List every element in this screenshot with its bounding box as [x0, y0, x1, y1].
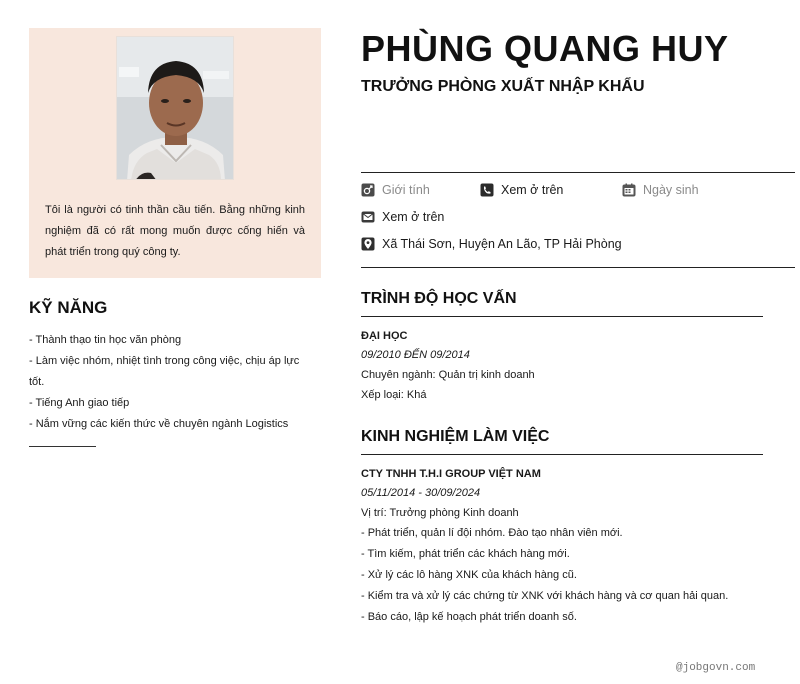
address-field [361, 237, 622, 251]
birthday-label: Ngày sinh [643, 183, 699, 197]
address-value: Xã Thái Sơn, Huyện An Lão, TP Hải Phòng [382, 237, 622, 251]
duty-item: - Phát triển, quản lí đội nhóm. Đào tạo nhân viên mới. [361, 527, 623, 539]
email-field [361, 210, 444, 224]
education-entry [361, 327, 781, 405]
profile-photo [116, 36, 234, 180]
skills-list [29, 330, 314, 435]
location-icon [361, 237, 375, 251]
duty-item: - Xử lý các lô hàng XNK của khách hàng cũ. [361, 569, 577, 581]
skill-item: - Thành thạo tin học văn phòng [29, 334, 182, 346]
phone-value: Xem ở trên [501, 183, 564, 197]
birthday-icon [622, 183, 636, 197]
experience-position: Vị trí: Trưởng phòng Kinh doanh [361, 507, 519, 519]
contact-bottom-divider [361, 267, 795, 268]
skill-item: - Nắm vững các kiến thức về chuyên ngành Logistics [29, 418, 289, 430]
education-heading: TRÌNH ĐỘ HỌC VẤN [361, 290, 517, 307]
education-divider [361, 316, 763, 317]
email-icon [361, 210, 375, 224]
experience-heading: KINH NGHIỆM LÀM VIỆC [361, 428, 550, 445]
duty-item: - Kiểm tra và xử lý các chứng từ XNK với khách hàng và cơ quan hải quan. [361, 590, 729, 602]
experience-period: 05/11/2014 - 30/09/2024 [361, 487, 481, 499]
experience-duties [361, 523, 781, 628]
email-value: Xem ở trên [382, 210, 445, 224]
contact-top-divider [361, 172, 795, 173]
phone-icon [480, 183, 494, 197]
education-period: 09/2010 ĐẾN 09/2014 [361, 349, 470, 361]
skill-item: - Làm việc nhóm, nhiệt tình trong công việc, chịu áp lực tốt. [29, 355, 300, 388]
experience-divider [361, 454, 763, 455]
gender-label: Giới tính [382, 183, 430, 197]
phone-field [480, 183, 563, 197]
duty-item: - Tìm kiếm, phát triển các khách hàng mới. [361, 548, 570, 560]
education-school: ĐẠI HỌC [361, 330, 408, 342]
gender-field [361, 183, 430, 197]
job-title: TRƯỞNG PHÒNG XUẤT NHẬP KHẨU [361, 78, 645, 95]
profile-card [29, 28, 321, 278]
birthday-field [622, 183, 699, 197]
skills-heading: KỸ NĂNG [29, 298, 108, 317]
skill-item: - Tiếng Anh giao tiếp [29, 397, 130, 409]
profile-photo-image [117, 37, 234, 180]
education-grade: Xếp loại: Khá [361, 389, 427, 401]
experience-entry [361, 465, 781, 628]
experience-company: CTY TNHH T.H.I GROUP VIỆT NAM [361, 468, 541, 480]
duty-item: - Báo cáo, lập kế hoạch phát triển doanh số. [361, 611, 577, 623]
education-major: Chuyên ngành: Quản trị kinh doanh [361, 369, 535, 381]
gender-icon [361, 183, 375, 197]
candidate-name: PHÙNG QUANG HUY [361, 28, 729, 69]
intro-text: Tôi là người có tinh thần cầu tiến. Bằng những kinh nghiệm đã có rất mong muốn được cống hiến và phát triển trong quý công ty. [45, 204, 305, 258]
watermark: @jobgovn.com [676, 662, 756, 674]
skills-divider [29, 446, 96, 447]
